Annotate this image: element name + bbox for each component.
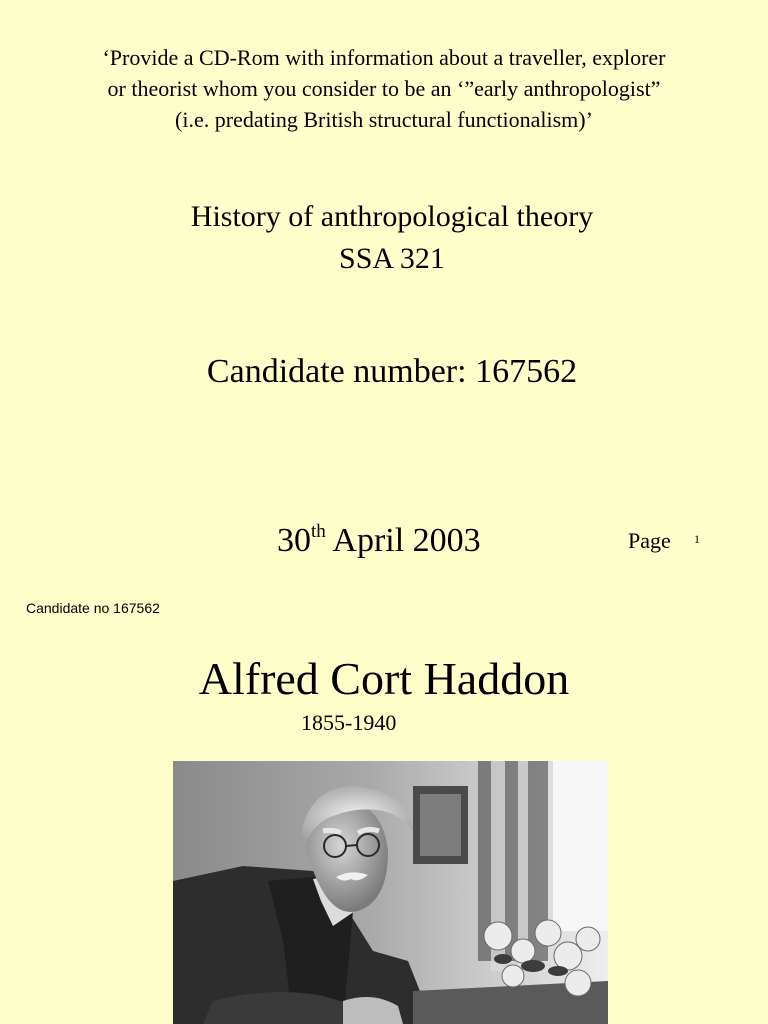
date-suffix: th <box>311 521 326 542</box>
person-name: Alfred Cort Haddon <box>198 653 570 704</box>
quote-line-3: (i.e. predating British structural functionalism)’ <box>175 107 593 132</box>
date-month-year: April 2003 <box>325 522 481 559</box>
life-years: 1855-1940 <box>301 710 397 735</box>
quote-line-1: ‘Provide a CD-Rom with information about a traveller, explorer <box>102 45 666 70</box>
biography-slide <box>0 585 768 1024</box>
submission-date <box>277 519 481 563</box>
course-info <box>0 196 768 280</box>
date-day: 30 <box>277 522 311 559</box>
page-number: 1 <box>694 532 700 546</box>
candidate-number: Candidate number: 167562 <box>206 353 578 390</box>
course-code: SSA 321 <box>339 242 445 275</box>
assignment-quote <box>0 42 768 135</box>
page-label: Page <box>628 528 671 553</box>
candidate-header: Candidate no 167562 <box>26 600 160 616</box>
portrait-photo <box>173 761 608 1024</box>
course-title: History of anthropological theory <box>190 200 594 233</box>
quote-line-2: or theorist whom you consider to be an ‘”early anthropologist” <box>107 76 661 101</box>
